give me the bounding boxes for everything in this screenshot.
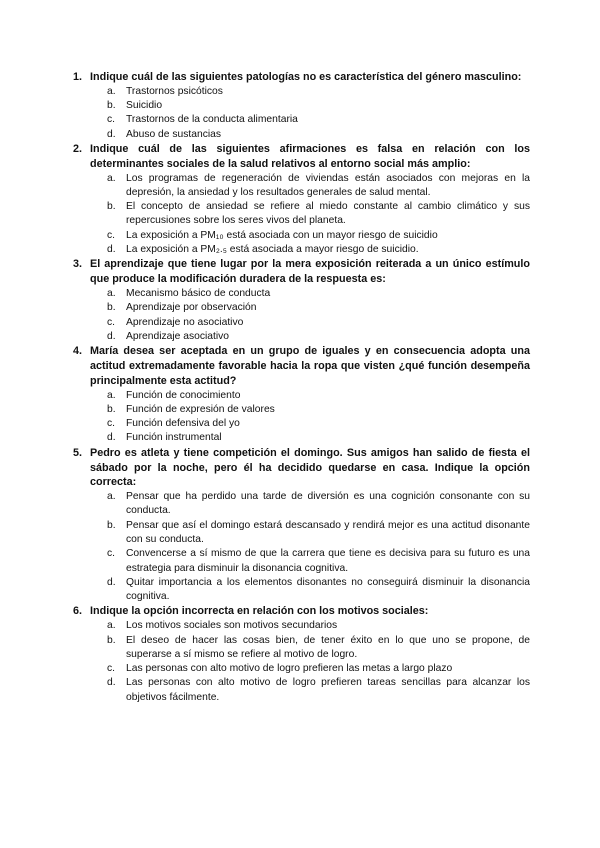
option-b — [107, 200, 530, 229]
option-text: El deseo de hacer las cosas bien, de tener éxito en lo que uno se propone, de superarse a sí mismo se refiere al motivo de logro. — [126, 634, 530, 660]
option-d — [107, 128, 530, 142]
option-letter: c. — [107, 316, 116, 328]
option-text: Suicidio — [126, 100, 163, 112]
option-letter: b. — [107, 100, 116, 112]
option-letter: b. — [107, 201, 116, 213]
option-text: Trastornos psicóticos — [126, 85, 223, 97]
option-list — [90, 85, 530, 142]
option-text: Función de expresión de valores — [126, 403, 275, 415]
option-c — [107, 417, 530, 431]
question-2 — [73, 142, 530, 257]
option-letter: c. — [107, 229, 116, 241]
question-number: 5. — [73, 446, 83, 459]
option-text: Pensar que ha perdido una tarde de diversión es una cognición consonante con su conducta. — [126, 491, 530, 517]
question-text: Pedro es atleta y tiene competición el domingo. Sus amigos han salido de fiesta el sábado por la noche, pero él ha decidido quedarse en casa. Indique la opción correcta: — [90, 446, 530, 489]
option-b — [107, 519, 530, 548]
option-a — [107, 389, 530, 403]
option-a — [107, 172, 530, 201]
option-letter: b. — [107, 519, 116, 531]
question-number: 1. — [73, 71, 83, 83]
option-text: Trastornos de la conducta alimentaria — [126, 114, 298, 126]
question-text: El aprendizaje que tiene lugar por la mera exposición reiterada a un único estímulo que produce la modificación duradera de la respuesta es: — [90, 258, 530, 286]
option-text: Aprendizaje asociativo — [126, 330, 230, 342]
option-list — [90, 287, 530, 344]
option-a — [107, 490, 530, 519]
question-5 — [73, 446, 530, 605]
option-text: Los programas de regeneración de viviendas están asociados con mejoras en la depresión, la ansiedad y los resultados generales de salud mental. — [126, 172, 530, 198]
option-c — [107, 662, 530, 676]
option-text: Pensar que así el domingo estará descansado y rendirá mejor es una actitud disonante con su conducta. — [126, 519, 530, 545]
option-letter: b. — [107, 302, 116, 314]
option-d — [107, 676, 530, 705]
option-letter: d. — [107, 576, 116, 588]
option-letter: c. — [107, 418, 116, 430]
option-text: Los motivos sociales son motivos secundarios — [126, 620, 338, 632]
option-text: Aprendizaje por observación — [126, 302, 257, 314]
option-letter: c. — [107, 548, 116, 560]
option-a — [107, 287, 530, 301]
question-6 — [73, 604, 530, 705]
option-text: Función defensiva del yo — [126, 418, 240, 430]
option-text: Mecanismo básico de conducta — [126, 287, 271, 299]
option-d — [107, 330, 530, 344]
option-letter: a. — [107, 389, 116, 401]
option-letter: a. — [107, 491, 116, 503]
option-letter: b. — [107, 634, 116, 646]
option-letter: d. — [107, 128, 116, 140]
option-text: Función instrumental — [126, 432, 222, 444]
option-letter: a. — [107, 172, 116, 184]
question-1 — [73, 70, 530, 142]
option-letter: d. — [107, 244, 116, 256]
option-c — [107, 547, 530, 576]
option-letter: b. — [107, 403, 116, 415]
option-letter: a. — [107, 287, 116, 299]
option-list — [90, 619, 530, 705]
question-text: María desea ser aceptada en un grupo de iguales y en consecuencia adopta una actitud extremadamente favorable hacia la ropa que visten ¿qué función desempeña principalmente esta actitud? — [90, 345, 530, 387]
question-number: 4. — [73, 345, 83, 358]
option-list — [90, 172, 530, 258]
question-number: 3. — [73, 258, 83, 271]
option-text: El concepto de ansiedad se refiere al miedo constante al cambio climático y sus repercusiones sobre los seres vivos del planeta. — [126, 201, 530, 227]
question-number: 6. — [73, 605, 83, 618]
option-letter: a. — [107, 85, 116, 97]
option-d — [107, 243, 530, 257]
option-letter: a. — [107, 620, 116, 632]
option-c — [107, 229, 530, 243]
question-number: 2. — [73, 142, 83, 155]
option-letter: d. — [107, 330, 116, 342]
option-text: La exposición a PM₁₀ está asociada con un mayor riesgo de suicidio — [126, 229, 438, 241]
question-text: Indique cuál de las siguientes patologías no es característica del género masculino: — [90, 71, 522, 83]
option-text: Aprendizaje no asociativo — [126, 316, 244, 328]
option-letter: d. — [107, 677, 116, 689]
option-a — [107, 619, 530, 633]
option-b — [107, 634, 530, 663]
option-d — [107, 576, 530, 605]
option-list — [90, 490, 530, 604]
question-list — [73, 70, 530, 705]
option-b — [107, 99, 530, 113]
option-text: Las personas con alto motivo de logro prefieren tareas sencillas para alcanzar los objetivos fácilmente. — [126, 677, 530, 703]
option-b — [107, 301, 530, 315]
option-text: Abuso de sustancias — [126, 128, 222, 140]
question-3 — [73, 257, 530, 344]
question-4 — [73, 344, 530, 446]
option-c — [107, 316, 530, 330]
option-text: Función de conocimiento — [126, 389, 241, 401]
option-text: La exposición a PM₂.₅ está asociada a mayor riesgo de suicidio. — [126, 244, 419, 256]
question-text: Indique la opción incorrecta en relación con los motivos sociales: — [90, 605, 429, 618]
option-letter: c. — [107, 114, 116, 126]
question-text: Indique cuál de las siguientes afirmaciones es falsa en relación con los determinantes sociales de la salud relativos al entorno social más amplio: — [90, 142, 530, 170]
option-d — [107, 431, 530, 445]
option-letter: d. — [107, 432, 116, 444]
option-b — [107, 403, 530, 417]
option-c — [107, 113, 530, 127]
option-text: Quitar importancia a los elementos disonantes no conseguirá disminuir la disonancia cognitiva. — [126, 576, 530, 603]
option-text: Las personas con alto motivo de logro prefieren las metas a largo plazo — [126, 663, 453, 675]
option-a — [107, 85, 530, 99]
option-text: Convencerse a sí mismo de que la carrera que tiene es decisiva para su futuro es una estrategia para disminuir la disonancia cognitiva. — [126, 548, 530, 574]
option-letter: c. — [107, 663, 116, 675]
option-list — [90, 389, 530, 446]
